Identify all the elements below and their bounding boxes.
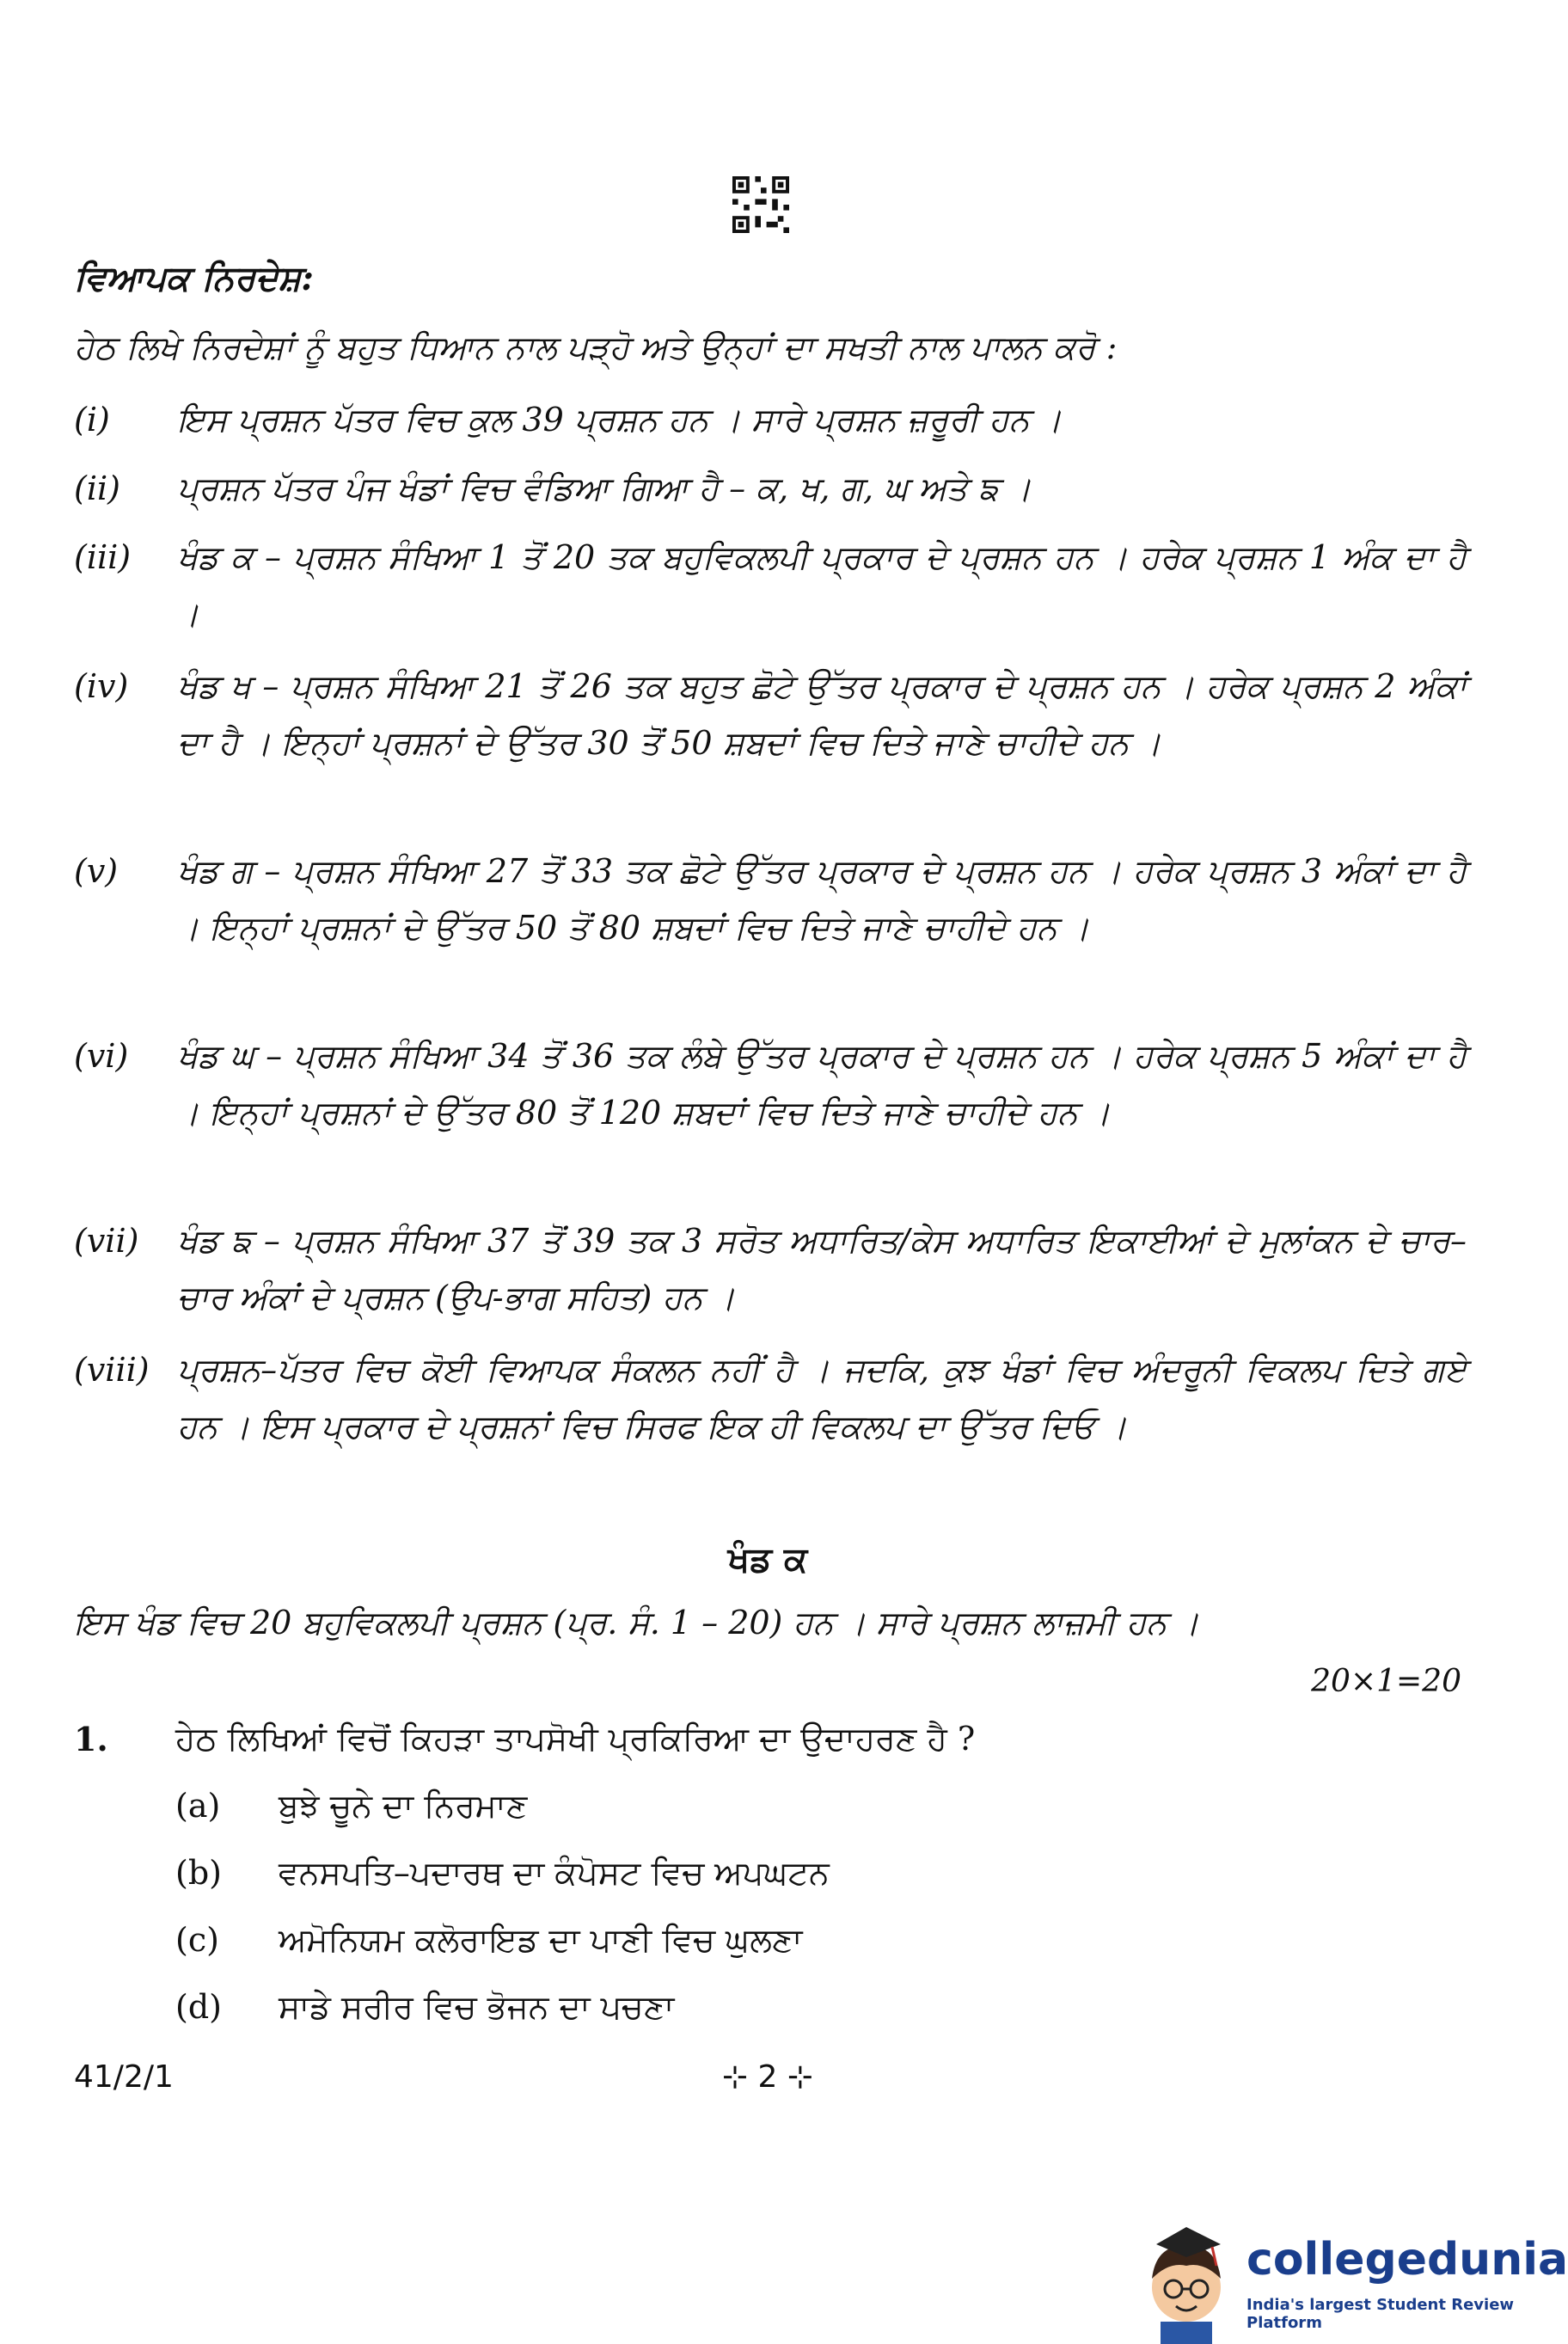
instruction-text: ਖੰਡ ਖ – ਪ੍ਰਸ਼ਨ ਸੰਖਿਆ 21 ਤੋਂ 26 ਤਕ ਬਹੁਤ ਛੋਟੇ ਉੱਤਰ ਪ੍ਰਕਾਰ ਦੇ ਪ੍ਰਸ਼ਨ ਹਨ । ਹਰੇਕ ਪ੍ਰਸ਼ਨ 2 ਅੰਕਾਂ ਦਾ ਹੈ । ਇਨ੍ਹਾਂ ਪ੍ਰਸ਼ਨਾਂ ਦੇ ਉੱਤਰ 30 ਤੋਂ 50 ਸ਼ਬਦਾਂ ਵਿਚ ਦਿਤੇ ਜਾਣੇ ਚਾਹੀਦੇ ਹਨ । — [177, 667, 1467, 762]
option-label: (b) — [175, 1854, 222, 1892]
instruction-number: (v) — [74, 852, 119, 890]
question-text: ਹੇਠ ਲਿਖਿਆਂ ਵਿਚੋਂ ਕਿਹੜਾ ਤਾਪਸੋਖੀ ਪ੍ਰਕਿਰਿਆ ਦਾ ਉਦਾਹਰਣ ਹੈ ? — [175, 1720, 976, 1758]
option-d — [175, 1988, 674, 2027]
option-label: (a) — [175, 1787, 221, 1825]
section-note: ਇਸ ਖੰਡ ਵਿਚ 20 ਬਹੁਵਿਕਲਪੀ ਪ੍ਰਸ਼ਨ (ਪ੍ਰ. ਸੰ. 1 – 20) ਹਨ । ਸਾਰੇ ਪ੍ਰਸ਼ਨ ਲਾਜ਼ਮੀ ਹਨ । — [74, 1604, 1199, 1641]
instruction-number: (vi) — [74, 1037, 129, 1075]
instruction-number: (viii) — [74, 1351, 150, 1389]
instruction-number: (iv) — [74, 667, 129, 705]
section-marks: 20×1=20 — [1311, 1664, 1461, 1699]
option-label: (c) — [175, 1921, 219, 1959]
section-title: ਖੰਡ ਕ — [727, 1539, 808, 1580]
instruction-number: (i) — [74, 401, 110, 439]
option-c — [175, 1921, 803, 1960]
option-a — [175, 1787, 527, 1825]
instruction-text: ਖੰਡ ਕ – ਪ੍ਰਸ਼ਨ ਸੰਖਿਆ 1 ਤੋਂ 20 ਤਕ ਬਹੁਵਿਕਲਪੀ ਪ੍ਰਕਾਰ ਦੇ ਪ੍ਰਸ਼ਨ ਹਨ । ਹਰੇਕ ਪ੍ਰਸ਼ਨ 1 ਅੰਕ ਦਾ ਹੈ । — [177, 538, 1467, 633]
instruction-number: (iii) — [74, 538, 132, 576]
option-b — [175, 1854, 830, 1893]
general-instructions-heading: ਵਿਆਪਕ ਨਿਰਦੇਸ਼: — [74, 258, 315, 298]
instruction-text: ਖੰਡ ਗ – ਪ੍ਰਸ਼ਨ ਸੰਖਿਆ 27 ਤੋਂ 33 ਤਕ ਛੋਟੇ ਉੱਤਰ ਪ੍ਰਕਾਰ ਦੇ ਪ੍ਰਸ਼ਨ ਹਨ । ਹਰੇਕ ਪ੍ਰਸ਼ਨ 3 ਅੰਕਾਂ ਦਾ ਹੈ । ਇਨ੍ਹਾਂ ਪ੍ਰਸ਼ਨਾਂ ਦੇ ਉੱਤਰ 50 ਤੋਂ 80 ਸ਼ਬਦਾਂ ਵਿਚ ਦਿਤੇ ਜਾਣੇ ਚਾਹੀਦੇ ਹਨ । — [177, 852, 1467, 947]
option-text: ਵਨਸਪਤਿ–ਪਦਾਰਥ ਦਾ ਕੰਪੋਸਟ ਵਿਚ ਅਪਘਟਨ — [279, 1854, 830, 1892]
instruction-number: (vii) — [74, 1222, 139, 1260]
instruction-text: ਪ੍ਰਸ਼ਨ–ਪੱਤਰ ਵਿਚ ਕੋਈ ਵਿਆਪਕ ਸੰਕਲਨ ਨਹੀਂ ਹੈ । ਜਦਕਿ, ਕੁਝ ਖੰਡਾਂ ਵਿਚ ਅੰਦਰੂਨੀ ਵਿਕਲਪ ਦਿਤੇ ਗਏ ਹਨ । ਇਸ ਪ੍ਰਕਾਰ ਦੇ ਪ੍ਰਸ਼ਨਾਂ ਵਿਚ ਸਿਰਫ ਇਕ ਹੀ ਵਿਕਲਪ ਦਾ ਉੱਤਰ ਦਿਓ । — [177, 1351, 1467, 1445]
option-text: ਬੁਝੇ ਚੂਨੇ ਦਾ ਨਿਰਮਾਣ — [279, 1787, 528, 1825]
option-text: ਸਾਡੇ ਸਰੀਰ ਵਿਚ ਭੋਜਨ ਦਾ ਪਚਣਾ — [279, 1988, 675, 2026]
logo-tagline: India's largest Student Review Platform — [1246, 2296, 1515, 2332]
instruction-text: ਖੰਡ ਙ – ਪ੍ਰਸ਼ਨ ਸੰਖਿਆ 37 ਤੋਂ 39 ਤਕ 3 ਸਰੋਤ ਅਧਾਰਿਤ/ਕੇਸ ਅਧਾਰਿਤ ਇਕਾਈਆਂ ਦੇ ਮੁਲਾਂਕਨ ਦੇ ਚਾਰ–ਚਾਰ ਅੰਕਾਂ ਦੇ ਪ੍ਰਸ਼ਨ (ਉਪ-ਭਾਗ ਸਹਿਤ) ਹਨ । — [177, 1222, 1467, 1316]
instruction-text: ਪ੍ਰਸ਼ਨ ਪੱਤਰ ਪੰਜ ਖੰਡਾਂ ਵਿਚ ਵੰਡਿਆ ਗਿਆ ਹੈ – ਕ, ਖ, ਗ, ਘ ਅਤੇ ਙ । — [177, 469, 1032, 507]
option-label: (d) — [175, 1988, 222, 2026]
instruction-text: ਇਸ ਪ੍ਰਸ਼ਨ ਪੱਤਰ ਵਿਚ ਕੁਲ 39 ਪ੍ਰਸ਼ਨ ਹਨ । ਸਾਰੇ ਪ੍ਰਸ਼ਨ ਜ਼ਰੂਰੀ ਹਨ । — [177, 401, 1063, 439]
instructions-intro: ਹੇਠ ਲਿਖੇ ਨਿਰਦੇਸ਼ਾਂ ਨੂੰ ਬਹੁਤ ਧਿਆਨ ਨਾਲ ਪੜ੍ਹੋ ਅਤੇ ਉਨ੍ਹਾਂ ਦਾ ਸਖਤੀ ਨਾਲ ਪਾਲਨ ਕਰੋ : — [74, 328, 1118, 366]
paper-code: 41/2/1 — [74, 2059, 174, 2095]
qr-code — [732, 176, 789, 233]
mascot-icon — [1135, 2218, 1238, 2344]
collegedunia-logo — [1135, 2218, 1568, 2344]
page-number: ⊹ 2 ⊹ — [721, 2059, 814, 2095]
question-number: 1. — [74, 1720, 108, 1758]
instruction-text: ਖੰਡ ਘ – ਪ੍ਰਸ਼ਨ ਸੰਖਿਆ 34 ਤੋਂ 36 ਤਕ ਲੰਬੇ ਉੱਤਰ ਪ੍ਰਕਾਰ ਦੇ ਪ੍ਰਸ਼ਨ ਹਨ । ਹਰੇਕ ਪ੍ਰਸ਼ਨ 5 ਅੰਕਾਂ ਦਾ ਹੈ । ਇਨ੍ਹਾਂ ਪ੍ਰਸ਼ਨਾਂ ਦੇ ਉੱਤਰ 80 ਤੋਂ 120 ਸ਼ਬਦਾਂ ਵਿਚ ਦਿਤੇ ਜਾਣੇ ਚਾਹੀਦੇ ਹਨ । — [177, 1037, 1467, 1132]
option-text: ਅਮੋਨਿਯਮ ਕਲੋਰਾਇਡ ਦਾ ਪਾਣੀ ਵਿਚ ਘੁਲਣਾ — [279, 1921, 803, 1959]
logo-name: collegedunia — [1246, 2234, 1568, 2286]
instruction-number: (ii) — [74, 469, 120, 507]
